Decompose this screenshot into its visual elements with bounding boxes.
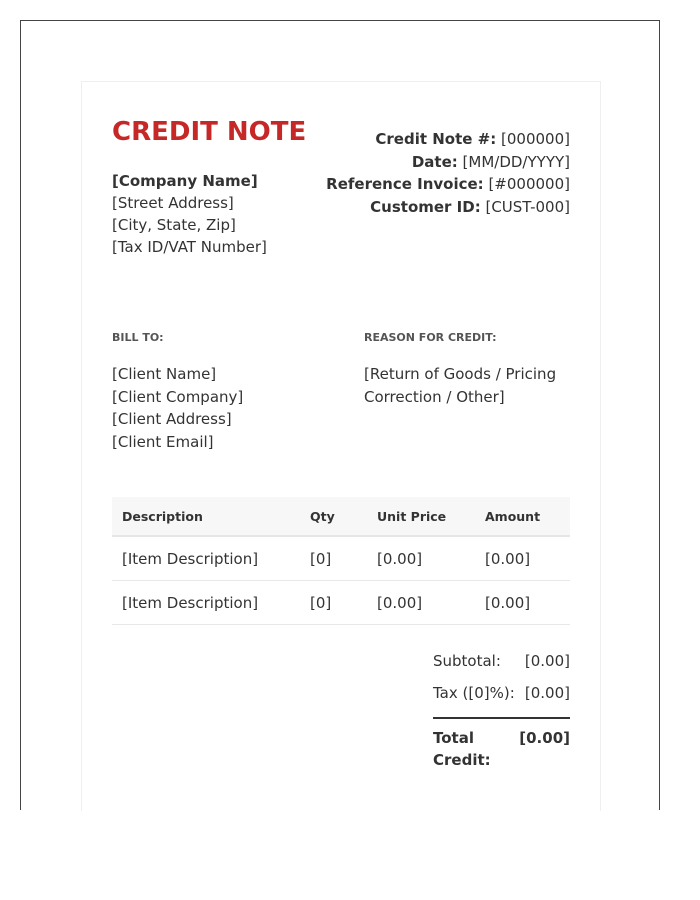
document-title: CREDIT NOTE — [112, 117, 307, 147]
item-description: [Item Description] — [112, 536, 310, 581]
meta-label: Reference Invoice: — [326, 175, 484, 193]
total-divider — [433, 717, 570, 719]
meta-value: [000000] — [501, 130, 570, 148]
reason-text: [Return of Goods / Pricing Correction / Other] — [364, 365, 557, 406]
col-header-qty: Qty — [310, 497, 367, 536]
client-name: [Client Name] — [112, 365, 217, 383]
credit-note-sheet — [81, 81, 601, 811]
item-unit-price: [0.00] — [367, 581, 475, 625]
total-credit-label: Total Credit: — [433, 729, 491, 769]
meta-label: Credit Note #: — [375, 130, 497, 148]
meta-value: [#000000] — [488, 175, 570, 193]
subtotal-value: [0.00] — [524, 652, 570, 670]
page-frame — [20, 20, 660, 810]
bill-to-label: BILL TO: — [112, 331, 164, 344]
item-qty: [0] — [310, 536, 367, 581]
item-amount: [0.00] — [475, 536, 570, 581]
item-unit-price: [0.00] — [367, 536, 475, 581]
item-amount: [0.00] — [475, 581, 570, 625]
company-street: [Street Address] — [112, 194, 234, 212]
company-city: [City, State, Zip] — [112, 216, 236, 234]
subtotal-row — [433, 650, 570, 682]
meta-label: Date: — [411, 152, 458, 171]
meta-credit-note-number — [326, 128, 570, 151]
client-email: [Client Email] — [112, 432, 214, 451]
company-info — [112, 170, 267, 258]
company-tax-id: [Tax ID/VAT Number] — [112, 238, 267, 256]
company-name: [Company Name] — [112, 172, 258, 190]
total-credit-value: [0.00] — [519, 729, 570, 747]
col-header-unit-price: Unit Price — [367, 497, 475, 536]
reason-label: REASON FOR CREDIT: — [364, 331, 497, 344]
tax-value: [0.00] — [524, 684, 570, 702]
meta-reference-invoice — [326, 173, 570, 196]
meta-label: Customer ID: — [370, 197, 481, 216]
credit-note-meta — [326, 128, 570, 218]
meta-value: [CUST-000] — [485, 197, 570, 216]
tax-label: Tax ([0]%): — [433, 684, 515, 702]
client-address: [Client Address] — [112, 410, 232, 428]
tax-row — [433, 682, 570, 714]
table-row — [112, 581, 570, 625]
table-row — [112, 536, 570, 581]
bill-to-block — [112, 363, 243, 453]
total-credit-row — [433, 727, 570, 769]
meta-value: [MM/DD/YYYY] — [462, 152, 570, 171]
line-items-table — [112, 497, 570, 625]
meta-customer-id — [326, 196, 570, 219]
col-header-amount: Amount — [475, 497, 570, 536]
totals-block — [433, 650, 570, 769]
item-qty: [0] — [310, 581, 367, 625]
meta-date — [326, 151, 570, 174]
subtotal-label: Subtotal: — [433, 652, 501, 670]
item-description: [Item Description] — [112, 581, 310, 625]
client-company: [Client Company] — [112, 387, 244, 406]
col-header-description: Description — [112, 497, 310, 536]
table-header-row — [112, 497, 570, 536]
